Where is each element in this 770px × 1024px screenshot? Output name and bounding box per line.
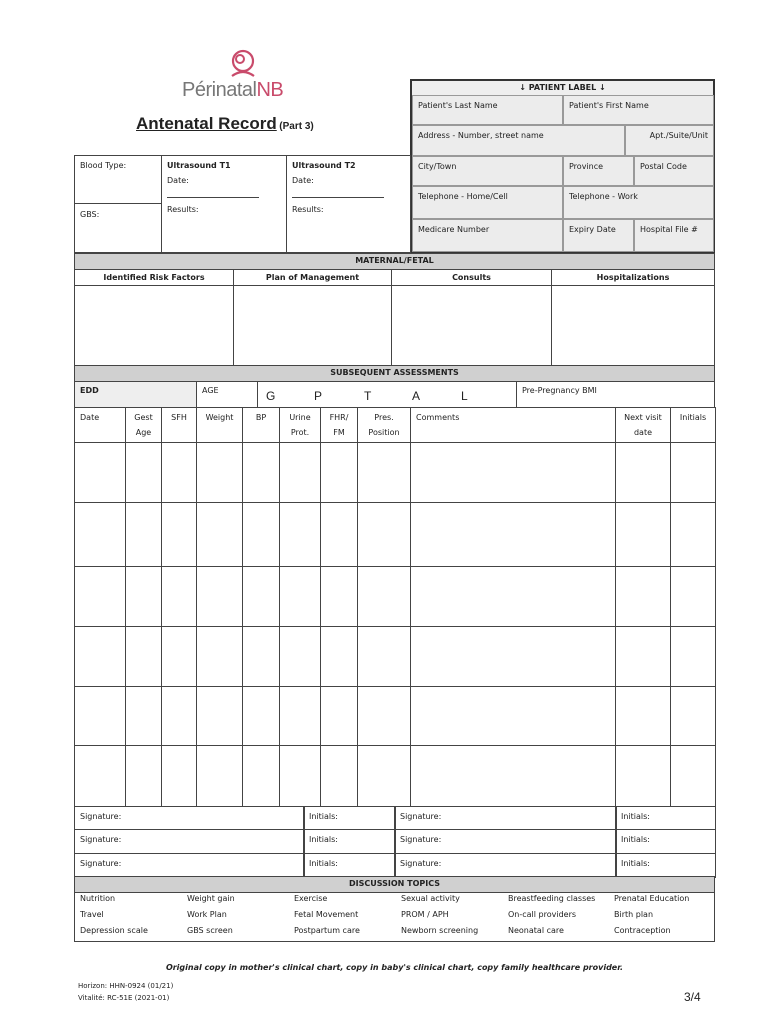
discussion-topic[interactable]: Nutrition [80, 894, 116, 903]
assessment-col-header [74, 407, 126, 443]
gptal-l: L [461, 389, 468, 403]
assessment-cell[interactable] [196, 626, 243, 687]
assessment-cell[interactable] [279, 686, 321, 746]
discussion-topic[interactable]: Newborn screening [401, 926, 479, 935]
discussion-topic[interactable]: Sexual activity [401, 894, 460, 903]
assessment-cell[interactable] [670, 566, 716, 627]
logo [180, 46, 310, 106]
assessment-cell[interactable] [242, 745, 280, 807]
assessment-cell[interactable] [242, 442, 280, 503]
assessment-cell[interactable] [74, 442, 126, 503]
age-label: AGE [202, 386, 219, 395]
assessment-cell[interactable] [161, 502, 197, 567]
expiry-label: Expiry Date [569, 225, 616, 234]
assessment-cell[interactable] [74, 626, 126, 687]
gptal-t: T [364, 389, 372, 403]
discussion-topic[interactable]: Weight gain [187, 894, 235, 903]
assessment-cell[interactable] [320, 745, 358, 807]
signature-field-label: Signature: [80, 859, 122, 868]
assessment-cell[interactable] [410, 745, 616, 807]
assessment-cell[interactable] [615, 626, 671, 687]
assessment-cell[interactable] [161, 745, 197, 807]
discussion-topic[interactable]: Contraception [614, 926, 671, 935]
footer-note: Original copy in mother's clinical chart, copy in baby's clinical chart, copy family healthcare provider. [165, 963, 624, 972]
assessment-cell[interactable] [670, 745, 716, 807]
initials-field[interactable] [303, 806, 396, 830]
assessment-col-header [242, 407, 280, 443]
assessment-cell[interactable] [670, 626, 716, 687]
address-label: Address - Number, street name [418, 131, 544, 140]
assessment-cell[interactable] [615, 566, 671, 627]
assessment-col-label: Initials [679, 413, 707, 422]
assessment-cell[interactable] [125, 686, 162, 746]
assessment-cell[interactable] [279, 626, 321, 687]
assessment-col-header [279, 407, 321, 443]
discussion-topic[interactable]: Depression scale [80, 926, 148, 935]
risk-factors-header: Identified Risk Factors [74, 269, 234, 286]
bmi-field[interactable] [516, 381, 715, 408]
assessment-cell[interactable] [615, 502, 671, 567]
page-title [136, 114, 314, 134]
logo-text: Périnatal [182, 79, 257, 101]
signature-field[interactable] [394, 853, 617, 878]
discussion-topic[interactable]: On-call providers [508, 910, 577, 919]
initials-field[interactable] [303, 829, 396, 854]
assessment-cell[interactable] [74, 686, 126, 746]
assessment-cell[interactable] [320, 686, 358, 746]
city-label: City/Town [418, 162, 457, 171]
subsequent-assessments-header: SUBSEQUENT ASSESSMENTS [74, 365, 715, 382]
ultrasound-t1-date [167, 174, 281, 204]
discussion-topic[interactable]: Travel [80, 910, 104, 919]
assessment-cell[interactable] [242, 502, 280, 567]
ultrasound-t1-date-line [167, 190, 259, 198]
assessment-cell[interactable] [125, 502, 162, 567]
signature-field[interactable] [394, 829, 617, 854]
hospital-file-label: Hospital File # [640, 225, 698, 234]
ultrasound-t1-title: Ultrasound T1 [167, 161, 231, 170]
assessment-cell[interactable] [320, 442, 358, 503]
assessment-cell[interactable] [125, 626, 162, 687]
assessment-col-label: FHR/ [329, 413, 349, 422]
page-title-main: Antenatal Record [136, 114, 277, 133]
assessment-cell[interactable] [161, 566, 197, 627]
assessment-cell[interactable] [410, 686, 616, 746]
assessment-cell[interactable] [320, 566, 358, 627]
discussion-topic[interactable]: Work Plan [187, 910, 227, 919]
assessment-cell[interactable] [196, 745, 243, 807]
patient-label-header: ↓ PATIENT LABEL ↓ [519, 83, 606, 92]
consults-field[interactable] [391, 285, 552, 366]
assessment-cell[interactable] [615, 745, 671, 807]
assessment-col-sublabel: Age [135, 427, 152, 437]
postal-code-field[interactable] [634, 156, 714, 186]
medicare-label: Medicare Number [418, 225, 490, 234]
initials-field[interactable] [303, 853, 396, 878]
assessment-col-label: Weight [205, 413, 234, 422]
assessment-cell[interactable] [125, 566, 162, 627]
age-field[interactable] [196, 381, 258, 408]
assessment-cell[interactable] [357, 502, 411, 567]
initials-field-label: Initials: [309, 812, 338, 821]
assessment-col-label: BP [255, 413, 267, 422]
signature-field[interactable] [74, 829, 305, 854]
ultrasound-t2-box[interactable] [286, 155, 411, 253]
patient-last-name-field[interactable] [412, 95, 563, 125]
gptal-g: G [266, 389, 276, 403]
hospitalizations-header: Hospitalizations [551, 269, 715, 286]
initials-field-label: Initials: [309, 835, 338, 844]
assessment-col-label: Pres. [374, 413, 394, 422]
blood-type-label: Blood Type: [80, 161, 127, 170]
edd-label: EDD [80, 386, 99, 395]
assessment-col-sublabel: date [633, 427, 653, 437]
assessment-cell[interactable] [196, 686, 243, 746]
ultrasound-t1-results: Results: [167, 205, 199, 215]
assessment-cell[interactable] [74, 745, 126, 807]
assessment-col-sublabel: Prot. [290, 427, 310, 437]
tel-work-field[interactable] [563, 186, 714, 219]
province-field[interactable] [563, 156, 634, 186]
assessment-cell[interactable] [279, 442, 321, 503]
apt-label: Apt./Suite/Unit [649, 131, 708, 140]
signature-field-label: Signature: [80, 835, 122, 844]
ultrasound-t2-results: Results: [292, 205, 324, 215]
plan-management-header: Plan of Management [233, 269, 392, 286]
assessment-cell[interactable] [410, 566, 616, 627]
signature-field[interactable] [74, 806, 305, 830]
assessment-cell[interactable] [242, 566, 280, 627]
page-title-part: (Part 3) [279, 121, 314, 132]
assessment-cell[interactable] [320, 502, 358, 567]
page-number: 3/4 [684, 990, 701, 1004]
assessment-cell[interactable] [74, 502, 126, 567]
signature-field-label: Signature: [80, 812, 122, 821]
blood-type-box[interactable] [74, 155, 162, 253]
discussion-topic[interactable]: Prenatal Education [614, 894, 690, 903]
assessment-cell[interactable] [242, 686, 280, 746]
initials-field[interactable] [615, 806, 716, 830]
signature-field[interactable] [394, 806, 617, 830]
assessment-col-label: SFH [171, 413, 187, 422]
hospital-file-field[interactable] [634, 219, 714, 252]
discussion-topic[interactable]: Exercise [294, 894, 328, 903]
expiry-field[interactable] [563, 219, 634, 252]
discussion-topic[interactable]: Neonatal care [508, 926, 564, 935]
assessment-cell[interactable] [410, 502, 616, 567]
patient-first-name-label: Patient's First Name [569, 101, 649, 110]
assessment-col-label: Urine [289, 413, 311, 422]
assessment-cell[interactable] [161, 442, 197, 503]
discussion-topic[interactable]: Postpartum care [294, 926, 360, 935]
assessment-cell[interactable] [125, 745, 162, 807]
assessment-col-label: Comments [416, 413, 460, 422]
form-code-horizon: Horizon: HHN-0924 (01/21) [78, 982, 174, 990]
assessment-col-header [670, 407, 716, 443]
assessment-col-header [161, 407, 197, 443]
tel-home-label: Telephone - Home/Cell [418, 192, 508, 201]
assessment-cell[interactable] [196, 566, 243, 627]
assessment-col-header [615, 407, 671, 443]
ultrasound-t2-date-label: Date: [292, 175, 314, 185]
address-field[interactable] [412, 125, 625, 156]
signature-field-label: Signature: [400, 812, 442, 821]
assessment-cell[interactable] [357, 566, 411, 627]
assessment-cell[interactable] [615, 442, 671, 503]
initials-field-label: Initials: [621, 859, 650, 868]
postal-code-label: Postal Code [640, 162, 687, 171]
gbs-label: GBS: [80, 210, 100, 219]
patient-last-name-label: Patient's Last Name [418, 101, 498, 110]
initials-field-label: Initials: [621, 812, 650, 821]
province-label: Province [569, 162, 604, 171]
assessment-cell[interactable] [410, 442, 616, 503]
assessment-cell[interactable] [357, 745, 411, 807]
risk-factors-field[interactable] [74, 285, 234, 366]
tel-home-field[interactable] [412, 186, 563, 219]
assessment-cell[interactable] [161, 626, 197, 687]
assessment-cell[interactable] [670, 686, 716, 746]
assessment-cell[interactable] [357, 626, 411, 687]
assessment-cell[interactable] [279, 502, 321, 567]
assessment-col-sublabel: Position [368, 427, 400, 437]
medicare-field[interactable] [412, 219, 563, 252]
assessment-col-header [125, 407, 162, 443]
initials-field-label: Initials: [621, 835, 650, 844]
city-field[interactable] [412, 156, 563, 186]
assessment-cell[interactable] [670, 502, 716, 567]
signature-field-label: Signature: [400, 835, 442, 844]
assessment-cell[interactable] [242, 626, 280, 687]
assessment-cell[interactable] [320, 626, 358, 687]
assessment-cell[interactable] [125, 442, 162, 503]
initials-field-label: Initials: [309, 859, 338, 868]
discussion-topic[interactable]: Breastfeeding classes [508, 894, 596, 903]
gptal-field[interactable] [257, 381, 517, 408]
signature-field[interactable] [74, 853, 305, 878]
plan-management-field[interactable] [233, 285, 392, 366]
assessment-cell[interactable] [410, 626, 616, 687]
consults-header: Consults [391, 269, 552, 286]
assessment-cell[interactable] [161, 686, 197, 746]
assessment-col-label: Date [80, 413, 100, 422]
initials-field[interactable] [615, 829, 716, 854]
assessment-cell[interactable] [357, 442, 411, 503]
discussion-topic[interactable]: Birth plan [614, 910, 654, 919]
assessment-col-header [196, 407, 243, 443]
edd-field[interactable] [74, 381, 197, 408]
assessment-cell[interactable] [74, 566, 126, 627]
ultrasound-t2-date [292, 174, 405, 204]
gptal-a: A [412, 389, 421, 403]
discussion-topic[interactable]: PROM / APH [401, 910, 449, 919]
discussion-topics-border [74, 892, 715, 942]
ultrasound-t2-title: Ultrasound T2 [292, 161, 356, 170]
discussion-topics-header: DISCUSSION TOPICS [74, 876, 715, 893]
assessment-cell[interactable] [279, 566, 321, 627]
assessment-col-sublabel: FM [333, 427, 345, 437]
assessment-cell[interactable] [615, 686, 671, 746]
assessment-cell[interactable] [357, 686, 411, 746]
assessment-cell[interactable] [670, 442, 716, 503]
apt-field[interactable] [625, 125, 714, 156]
assessment-cell[interactable] [196, 442, 243, 503]
signature-field-label: Signature: [400, 859, 442, 868]
logo-text-accent: NB [256, 79, 284, 101]
hospitalizations-field[interactable] [551, 285, 715, 366]
tel-work-label: Telephone - Work [569, 192, 638, 201]
gptal-p: P [314, 389, 323, 403]
assessment-col-header [357, 407, 411, 443]
ultrasound-t1-box[interactable] [161, 155, 287, 253]
assessment-col-label: Gest [134, 413, 153, 422]
bmi-label: Pre-Pregnancy BMI [522, 386, 597, 395]
assessment-col-header [410, 407, 616, 443]
maternal-fetal-header: MATERNAL/FETAL [74, 253, 715, 270]
discussion-topic[interactable]: Fetal Movement [294, 910, 359, 919]
form-code-vitalite: Vitalité: RC-51E (2021-01) [78, 994, 170, 1002]
ultrasound-t2-date-line [292, 190, 384, 198]
ultrasound-t1-date-label: Date: [167, 175, 189, 185]
initials-field[interactable] [615, 853, 716, 878]
blood-gbs-divider [74, 203, 162, 204]
assessment-cell[interactable] [196, 502, 243, 567]
assessment-col-label: Next visit [624, 413, 662, 422]
patient-first-name-field[interactable] [563, 95, 714, 125]
discussion-topic[interactable]: GBS screen [187, 926, 233, 935]
assessment-col-header [320, 407, 358, 443]
assessment-cell[interactable] [279, 745, 321, 807]
